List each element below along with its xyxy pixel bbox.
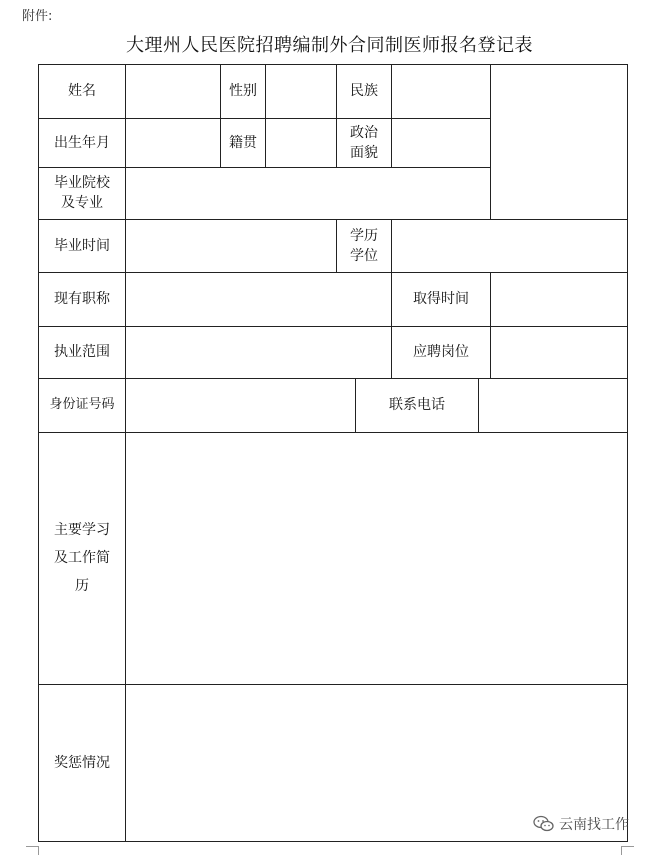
ethnicity-label: 民族 [350, 83, 378, 99]
row-line-4 [38, 272, 628, 273]
form-title: 大理州人民医院招聘编制外合同制医师报名登记表 [126, 35, 533, 56]
school-major-label: 毕业院校 及专业 [54, 175, 110, 211]
col-line-photo [490, 64, 491, 219]
practice-scope-label: 执业范围 [54, 344, 110, 360]
political-status-label: 政治 面貌 [350, 124, 378, 161]
title-obtained-time-label: 取得时间 [413, 291, 469, 307]
name-label: 姓名 [68, 83, 96, 99]
birth-date-label: 出生年月 [54, 134, 110, 151]
watermark [533, 814, 629, 834]
graduation-time-label: 毕业时间 [54, 237, 110, 254]
resume-label: 主要学习 及工作简 历 [54, 522, 110, 594]
row-line-6 [38, 378, 628, 379]
watermark-text: 云南找工作 [559, 817, 629, 833]
native-place-label: 籍贯 [229, 134, 257, 151]
row-line-7 [38, 432, 628, 433]
applied-position-label: 应聘岗位 [413, 344, 469, 360]
current-title-label: 现有职称 [54, 291, 110, 307]
gender-label: 性别 [229, 83, 257, 99]
row-line-5 [38, 326, 628, 327]
phone-label: 联系电话 [389, 397, 445, 413]
table-border [38, 64, 628, 842]
attachment-label: 附件: [22, 9, 53, 24]
wechat-icon [533, 815, 555, 833]
id-number-label: 身份证号码 [49, 397, 115, 412]
awards-label: 奖惩情况 [54, 755, 110, 771]
education-degree-label: 学历 学位 [350, 227, 378, 264]
row-line-3 [38, 219, 628, 220]
row-line-8 [38, 684, 628, 685]
